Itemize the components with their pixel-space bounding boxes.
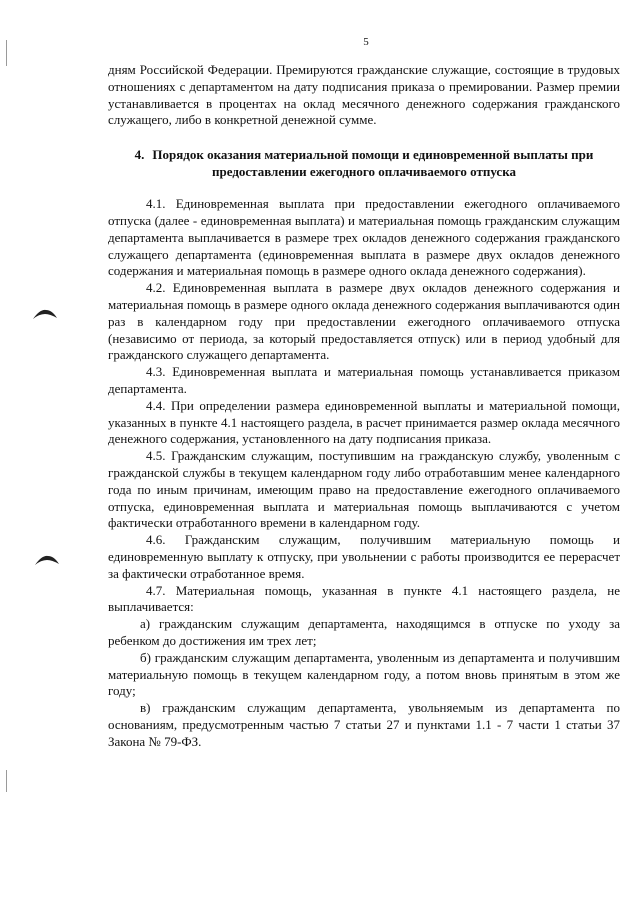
intro-paragraph: дням Российской Федерации. Премируются гражданские служащие, состоящие в трудовых отношениях с департаментом на дату подписания приказа о премировании. Размер премии устанавливается в процентах на оклад месячного денежного содержания гражданского служащего, либо в конкретной денежной сумме. xyxy=(108,62,620,128)
paragraph-4-2: 4.2. Единовременная выплата в размере двух окладов денежного содержания и материальная помощь в размере одного оклада денежного содержания выплачиваются один раз в календарном году при предоставлении ежегодного оплачиваемого отпуска (независимо от периода, за который предоставляется отпуск) или в период удобный для гражданского служащего департамента. xyxy=(108,280,620,363)
scan-edge-line xyxy=(6,770,7,792)
sub-item-a: а) гражданским служащим департамента, находящимся в отпуске по уходу за ребенком до достижения им трех лет; xyxy=(108,616,620,648)
section-title: Порядок оказания материальной помощи и единовременной выплаты при предоставлении ежегодного оплачиваемого отпуска xyxy=(152,147,594,180)
paragraph-4-7: 4.7. Материальная помощь, указанная в пункте 4.1 настоящего раздела, не выплачивается: xyxy=(108,582,620,615)
punch-hole-mark xyxy=(32,308,58,320)
paragraph-4-1: 4.1. Единовременная выплата при предоставлении ежегодного оплачиваемого отпуска (далее - единовременная выплата) и материальная помощь гражданским служащим департамента выплачивается в размере трех окладов денежного содержания гражданского служащего департамента (единовременная выплата в размере двух окладов денежного содержания и материальная помощь в размере одного оклада денежного содержания). xyxy=(108,196,620,279)
scan-edge-line xyxy=(6,40,7,66)
sub-item-c: в) гражданским служащим департамента, увольняемым из департамента по основаниям, предусмотренным частью 7 статьи 27 и пунктами 1.1 - 7 части 1 статьи 37 Закона № 79-ФЗ. xyxy=(108,700,620,749)
paragraph-4-3: 4.3. Единовременная выплата и материальная помощь устанавливается приказом департамента. xyxy=(108,364,620,396)
section-number: 4. xyxy=(134,147,145,163)
paragraph-4-4: 4.4. При определении размера единовременной выплаты и материальной помощи, указанных в пункте 4.1 настоящего раздела, в расчет принимается размер оклада месячного денежного содержания, установленного на дату подписания приказа. xyxy=(108,397,620,447)
punch-hole-mark xyxy=(34,554,60,566)
paragraph-4-6: 4.6. Гражданским служащим, получившим материальную помощь и единовременную выплату к отпуску, при увольнении с работы производится ее перерасчет за фактически отработанное время. xyxy=(108,532,620,581)
page-number: 5 xyxy=(363,36,369,48)
sub-item-b: б) гражданским служащим департамента, уволенным из департамента и получившим материальную помощь в текущем календарном году, а потом вновь принятым в этом же году; xyxy=(108,649,620,699)
section-heading xyxy=(108,146,620,180)
document-page xyxy=(108,36,620,750)
paragraph-4-5: 4.5. Гражданским служащим, поступившим на гражданскую службу, уволенным с гражданской службы в текущем календарном году либо отработавшим менее календарного года по иным причинам, имеющим право на предоставление ежегодного оплачиваемого отпуска, единовременная выплата и материальная помощь выплачиваются с учетом фактически отработанного времени в календарном году. xyxy=(108,448,620,531)
